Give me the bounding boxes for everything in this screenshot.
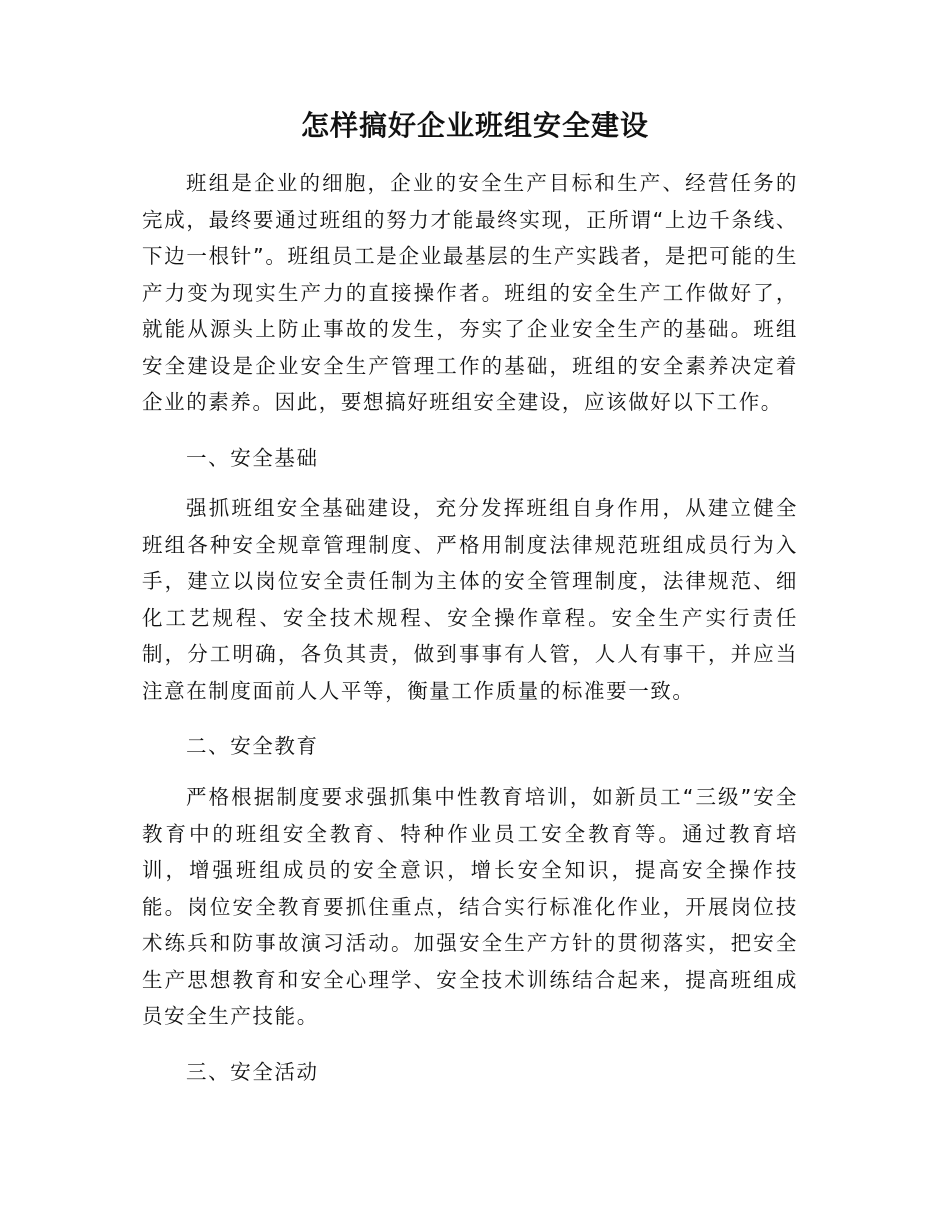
section-heading-safety-foundation: 一、安全基础 — [186, 446, 319, 470]
section-heading-safety-activities: 三、安全活动 — [186, 1060, 319, 1084]
section-heading-safety-education: 二、安全教育 — [186, 734, 319, 758]
section-paragraph-safety-foundation: 强抓班组安全基础建设，充分发挥班组自身作用，从建立健全班组各种安全规章管理制度、严格用制度法律规范班组成员行为入手，建立以岗位安全责任制为主体的安全管理制度，法律规范、细化工艺规程、安全技术规程、安全操作章程。安全生产实行责任制，分工明确，各负其责，做到事事有人管，人人有事干，并应当注意在制度面前人人平等，衡量工作质量的标准要一致。 — [142, 496, 798, 703]
section-paragraph-safety-education: 严格根据制度要求强抓集中性教育培训，如新员工“三级”安全教育中的班组安全教育、特种作业员工安全教育等。通过教育培训，增强班组成员的安全意识，增长安全知识，提高安全操作技能。岗位安全教育要抓住重点，结合实行标准化作业，开展岗位技术练兵和防事故演习活动。加强安全生产方针的贯彻落实，把安全生产思想教育和安全心理学、安全技术训练结合起来，提高班组成员安全生产技能。 — [142, 785, 798, 1028]
intro-paragraph: 班组是企业的细胞，企业的安全生产目标和生产、经营任务的完成，最终要通过班组的努力才能最终实现，正所谓“上边千条线、下边一根针”。班组员工是企业最基层的生产实践者，是把可能的生产力变为现实生产力的直接操作者。班组的安全生产工作做好了，就能从源头上防止事故的发生，夯实了企业安全生产的基础。班组安全建设是企业安全生产管理工作的基础，班组的安全素养决定着企业的素养。因此，要想搞好班组安全建设，应该做好以下工作。 — [142, 171, 798, 414]
document-title: 怎样搞好企业班组安全建设 — [300, 109, 649, 142]
